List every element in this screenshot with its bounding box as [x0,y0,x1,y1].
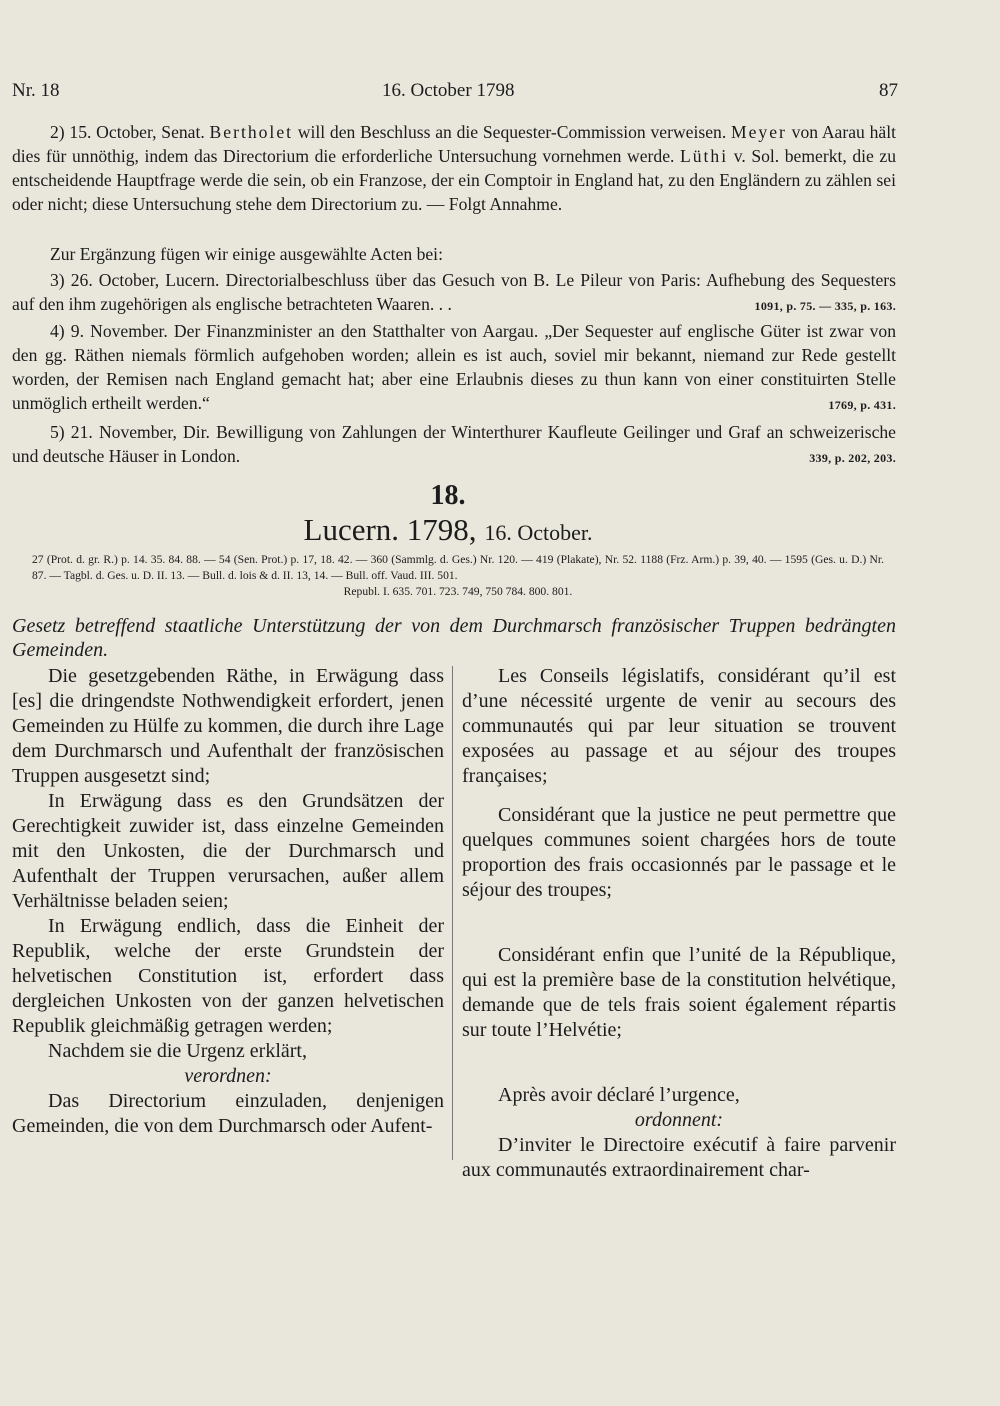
french-paragraph: Considérant enfin que l’unité de la République, qui est la première base de la constitution helvétique, demande que de tels frais soient également répartis sur toute l’Helvétie; [462,944,896,1041]
running-header [12,80,898,110]
act-item-3 [12,268,896,318]
german-paragraph: Nachdem sie die Urgenz erklärt, [48,1040,307,1062]
source-line: 1188 (Frz. Arm.) p. 39, 40. — 1595 (Ges. u. D.) Nr. 87. — Tagbl. d. Ges. u. D. II. 13. — Bull. d. lois & d. II. 13, 14. — Bull. off. Vaud. III. 501. [32,553,885,582]
column-divider [452,666,453,1160]
archive-reference: 339, p. 202, 203. [809,451,896,465]
german-paragraph: In Erwägung endlich, dass die Einheit der Republik, welche der erste Grundstein der helvetischen Constitution ist, erfordert dass dergleichen Unkosten von der ganzen helvetischen Republik gleichmäßig getragen werden; [12,915,444,1037]
section-place-year: Lucern. 1798, [303,512,477,547]
archive-reference: 1769, p. 431. [828,398,896,412]
page-number: 87 [879,80,898,101]
spacer [462,903,896,943]
german-paragraph: Die gesetzgebenden Räthe, in Erwägung dass [es] die dringendste Nothwendigkeit erfordert, jenen Gemeinden zu Hülfe zu kommen, die durch ihre Lage dem Durchmarsch und Aufenthalt der französischen Truppen ausgesetzt sind; [12,665,444,787]
speaker-name: Meyer [730,122,787,142]
source-line: 27 (Prot. d. gr. R.) p. 14. 35. 84. 88. — 54 (Sen. Prot.) p. 17, 18. 42. — 360 (Sammlg. d. Ges.) Nr. 120. — 419 (Plakate), Nr. 52. [32,553,637,566]
item-text: 3) 26. October, Lucern. Directorialbeschluss über das Gesuch von B. Le Pileur von Paris: Aufhebung des Sequesters auf den ihm zugehörigen als englische betrachteten Waaren. . . [12,270,896,314]
paragraph-text: v. Sol. bemerkt, die zu entscheidende Hauptfrage werde die sein, ob ein Franzose, der ein Comptoir in England hat, zu den Engländern zu zählen sei oder nicht; diese Untersuchung stehe dem Directorium zu. — Folgt Annahme. [12,146,897,214]
act-item-4 [12,319,896,417]
french-decree: ordonnent: [634,1109,724,1131]
act-item-5 [12,420,896,470]
header-number: Nr. 18 [12,80,60,101]
archive-reference: 1091, p. 75. — 335, p. 163. [754,299,896,313]
paragraph-text: will den Beschluss an die Sequester-Commission verweisen. [297,122,727,142]
german-column [12,664,444,1139]
german-decree: verordnen: [184,1065,272,1087]
item-text: 5) 21. November, Dir. Bewilligung von Zahlungen der Winterthurer Kaufleute Geilinger und Graf an schweizerische und deutsche Häuser in London. [12,422,896,466]
speaker-name: Bertholet [209,122,294,142]
french-paragraph: Considérant que la justice ne peut permettre que quelques communes soient chargées hors de toute proportion des frais occasionnés par le passage et le séjour des troupes; [462,804,896,901]
supplement-note: Zur Ergänzung fügen wir einige ausgewählte Acten bei: [50,244,443,264]
section-date: 16. October. [484,520,593,545]
source-line: Republ. I. 635. 701. 723. 749, 750 784. 800. 801. [343,585,573,598]
french-paragraph: Les Conseils législatifs, considérant qu’il est d’une nécessité urgente de venir au secours des communautés qui par leur situation se trouvent exposées au passage et au séjour des troupes françaises; [462,665,896,787]
speaker-name: Lüthi [680,146,729,166]
french-paragraph: Après avoir déclaré l’urgence, [498,1084,740,1106]
header-date: 16. October 1798 [382,80,515,101]
senate-paragraph [12,120,896,216]
item-lead: 2) 15. October, Senat. [50,122,205,142]
french-column [462,664,896,1183]
source-references [32,552,884,600]
section-title [0,512,896,548]
spacer [462,1043,896,1083]
german-paragraph: In Erwägung dass es den Grundsätzen der Gerechtigkeit zuwider ist, dass einzelne Gemeinden mit den Unkosten, die der Durchmarsch und Aufenthalt der Truppen verursachen, außer allem Verhältnisse beladen seien; [12,790,444,912]
law-subject: Gesetz betreffend staatliche Unterstützung der von dem Durchmarsch französischer Truppen bedrängten Gemeinden. [12,615,896,661]
item-text: 4) 9. November. Der Finanzminister an den Statthalter von Aargau. „Der Sequester auf englische Güter ist zwar von den gg. Räthen niemals förmlich aufgehoben worden; allein es ist auch, soviel mir bekannt, niemand zur Rede gestellt worden, der Remisen nach England gemacht hat; aber eine Erlaubnis dieses zu thun kann von einer constituirten Stelle unmöglich ertheilt werden.“ [12,321,896,413]
paragraph-text: von Aarau hält dies für unnöthig, indem das Directorium die erforderliche Untersuchung vornehmen werde. [12,122,896,166]
french-paragraph: D’inviter le Directoire exécutif à faire parvenir aux communautés extraordinairement char- [462,1134,896,1181]
section-number: 18. [430,480,466,511]
spacer [462,789,896,803]
german-paragraph: Das Directorium einzuladen, denjenigen Gemeinden, die von dem Durchmarsch oder Aufent- [12,1090,444,1137]
